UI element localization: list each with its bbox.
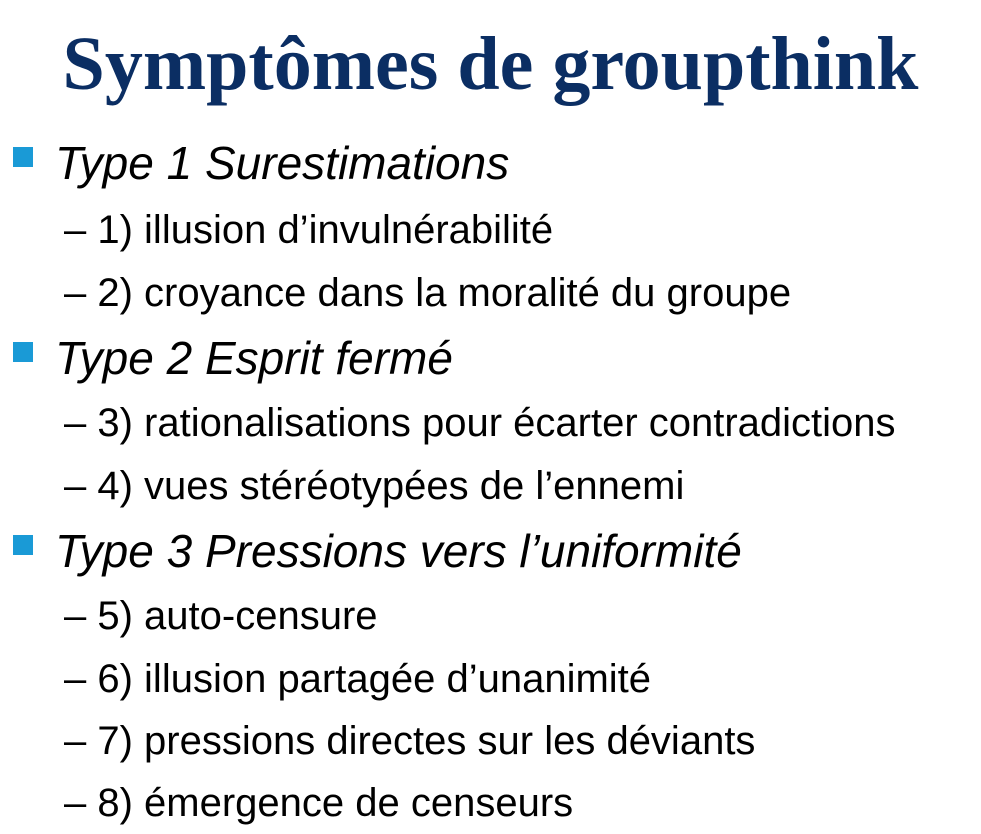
section-heading-type-3: Type 3 Pressions vers l’uniformité xyxy=(55,525,742,577)
section-heading-type-2: Type 2 Esprit fermé xyxy=(55,332,453,384)
bullet-square-icon xyxy=(13,535,33,555)
list-item-6: – 6) illusion partagée d’unanimité xyxy=(64,657,652,701)
list-item-5: – 5) auto-censure xyxy=(64,594,378,638)
section-heading-type-1: Type 1 Surestimations xyxy=(55,137,510,189)
list-item-3: – 3) rationalisations pour écarter contradictions xyxy=(64,401,896,445)
slide-title: Symptômes de groupthink xyxy=(62,22,919,106)
list-item-8: – 8) émergence de censeurs xyxy=(64,781,574,825)
list-item-2: – 2) croyance dans la moralité du groupe xyxy=(64,271,792,315)
list-item-7: – 7) pressions directes sur les déviants xyxy=(64,719,756,763)
list-item-1: – 1) illusion d’invulnérabilité xyxy=(64,208,554,252)
list-item-4: – 4) vues stéréotypées de l’ennemi xyxy=(64,464,685,508)
bullet-square-icon xyxy=(13,342,33,362)
bullet-square-icon xyxy=(13,147,33,167)
